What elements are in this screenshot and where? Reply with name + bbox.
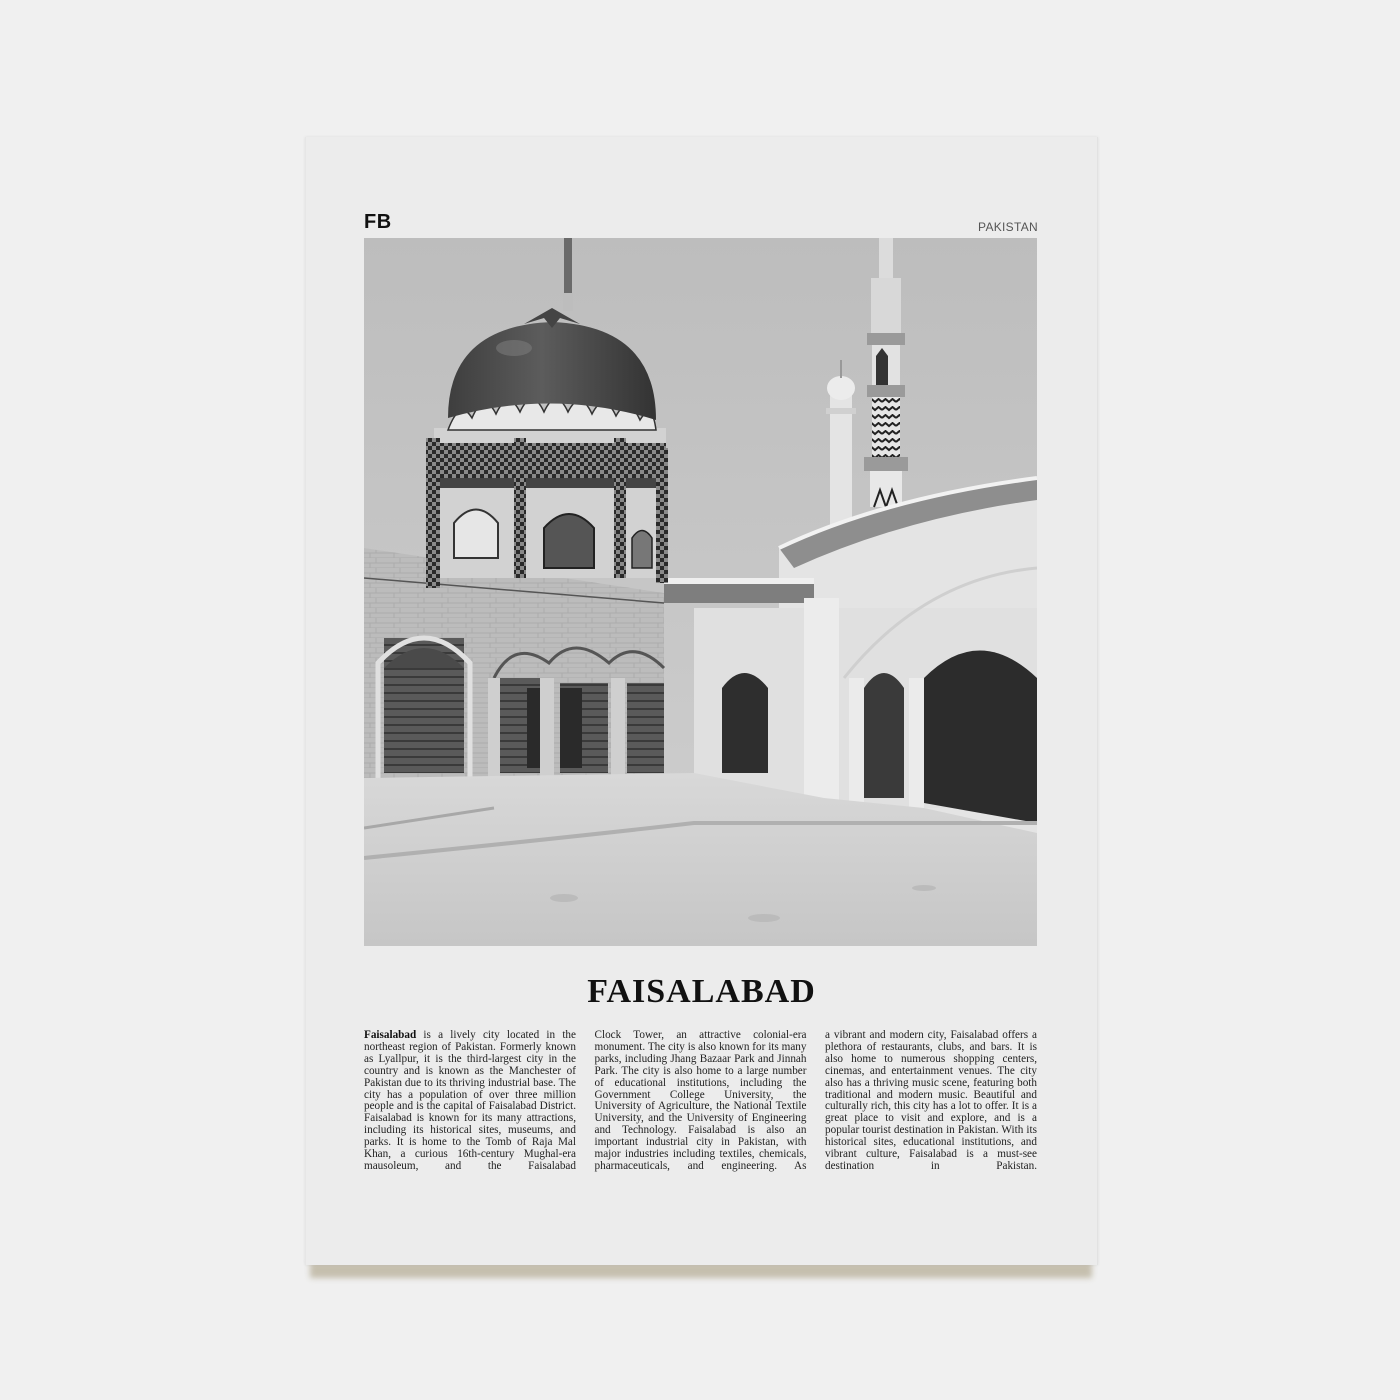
city-title: FAISALABAD <box>587 973 816 1010</box>
description-column-1-text: is a lively city located in the northeast region of Pakistan. Formerly known as Lyallpur, it is the third-largest city in the country and is known as the Manchester of Pakistan due to its thriving industrial base. The city has a population of over three million people and is the capital of Faisalabad District. Faisalabad is known for its many attractions, including its historical sites, museums, and parks. It is home to the Tomb of Raja Mal Khan, a curious 16th-century Mughal-era mausoleum, and the Faisalabad <box>364 1029 576 1172</box>
description-column-3: a vibrant and modern city, Faisalabad offers a plethora of restaurants, clubs, and bars. It is also home to numerous shopping centers, cinemas, and entertainment venues. The city also has a thriving music scene, featuring both traditional and modern music. Beautiful and culturally rich, this city has a lot to offer. It is a great place to visit and explore, and is a popular tourist destination in Pakistan. With its historical sites, educational institutions, and vibrant culture, Faisalabad is a must-see destination in Pakistan. <box>825 1029 1037 1172</box>
city-description <box>364 1030 1037 1173</box>
poster <box>305 137 1098 1265</box>
description-column-1 <box>364 1030 576 1173</box>
country-label: PAKISTAN <box>978 220 1038 234</box>
description-column-2: Clock Tower, an attractive colonial-era monument. The city is also known for its many parks, including Jhang Bazaar Park and Jinnah Park. The city is also home to a large number of educational institutions, including the Government College University, the University of Agriculture, the National Textile University, and the University of Engineering and Technology. Faisalabad is also an important industrial city in Pakistan, with major industries including textiles, chemicals, pharmaceuticals, and engineering. As <box>594 1029 807 1172</box>
city-photo <box>364 238 1037 946</box>
description-lead: Faisalabad <box>364 1029 417 1041</box>
city-monogram: FB <box>364 211 392 233</box>
